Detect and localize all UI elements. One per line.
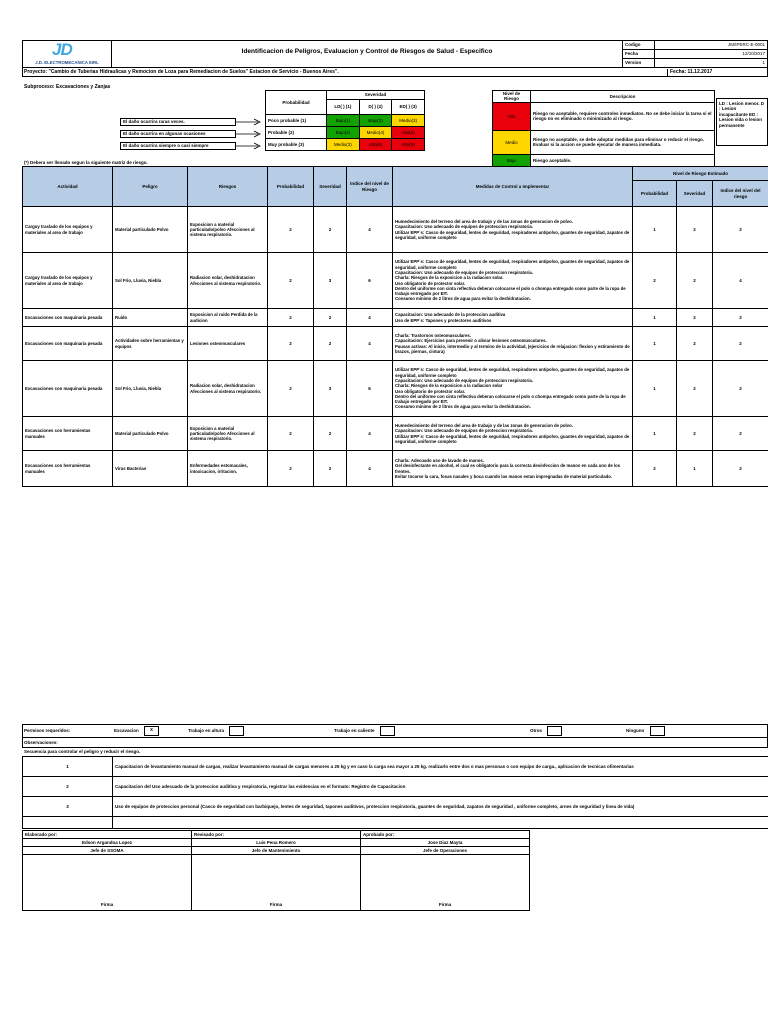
permit-ninguno-label: Ninguno: [626, 728, 645, 734]
permit-excavacion-label: Excavacion: [114, 728, 139, 734]
riesgos-cell: Radiacion solar, deshidratacion Afecciones al sistema respiratorio.: [188, 253, 268, 309]
secuencia-text: Uso de equipos de proteccion personal (Casco de seguridad con barbiquejo, lentes de seguridad, tapones auditivos, proteccion respiratoria, guantes de seguridad, zapatos de seguridad , uniforme completo, arnes de seguridad y linea de vida): [113, 797, 768, 817]
actividad-cell: Excavaciones con herramientas manuales: [23, 417, 113, 451]
permits-label: Permisos requeridos:: [24, 728, 71, 733]
medida-line: Uso obligatorio de protector solar.: [395, 280, 466, 286]
signature-title: Jefe de Operaciones: [361, 847, 530, 855]
medida-line: Consumo minimo de 2 litros de agua para evitar la deshidratacion.: [395, 296, 531, 302]
severity-legend: LD : Lesion menor. D : Lesion incapacitante ED : Lesion vida o lesion permanente: [716, 98, 768, 146]
prob-cell: 2: [268, 309, 314, 327]
actividad-cell: Carguy traslado de los equipos y materiales al area de trabajo: [23, 207, 113, 253]
sev-cell: 2: [314, 327, 347, 361]
medida-line: Capacitacion: Uso adecuado de equipos de proteccion respiratoria.: [395, 377, 534, 383]
risk-matrix-row: [266, 127, 425, 139]
risk-cell-medio: Medio(3): [327, 139, 360, 151]
meta-value: 12/10/2017: [655, 50, 768, 59]
risk-matrix-row: [266, 91, 425, 100]
risk-level-alto: Alto: [493, 102, 531, 130]
actividad-cell: Excavaciones con herramientas manuales: [23, 451, 113, 487]
indice-cell: 4: [347, 451, 393, 487]
meta-label: Codigo: [623, 41, 655, 50]
main-table: [22, 166, 768, 487]
sev-cell: 3: [314, 361, 347, 417]
table-row: [23, 327, 768, 361]
secuencia-row: [23, 817, 768, 829]
secuencia-title: Secuencia para controlar el peligro y reducir el riesgo.: [24, 749, 141, 754]
medidas-cell: [393, 253, 633, 309]
main-table-body: [23, 207, 768, 487]
medida-line: Uso de EPP´s: Tapones y protectores auditivos: [395, 317, 492, 323]
prob-cell: 2: [268, 417, 314, 451]
prob-help-arrows: [236, 116, 266, 152]
meta-value: 1: [655, 59, 768, 68]
document-title: Identificacion de Peligros, Evaluacion y Control de Riesgos de Salud - Especifico: [241, 48, 493, 55]
risk-matrix-row-label: Muy probable (3): [266, 139, 327, 151]
permit-ninguno: [626, 726, 665, 736]
meta-label: Version: [623, 59, 655, 68]
prob-cell: 2: [268, 207, 314, 253]
prob-help-2: El daño ocurrira en algunas ocasiones: [120, 130, 236, 138]
col-peligro: Peligro: [113, 167, 188, 207]
signature-title: Jefe de Mantenimiento: [192, 847, 361, 855]
indice-cell: 4: [347, 327, 393, 361]
col-actividad: Actividad: [23, 167, 113, 207]
res-prob-cell: 1: [633, 207, 677, 253]
signature-name-row: [23, 839, 530, 847]
risk-level-row: [493, 102, 715, 130]
secuencia-empty: [113, 817, 768, 829]
medida-line: Gel desinfectante en alcohol, el cual es obligatorio para la correcta desinfeccion de manos en cada uno de los frentes.: [395, 463, 621, 474]
subproceso-line: Subproceso: Excavaciones y Zanjas: [24, 84, 111, 90]
indice-cell: 4: [347, 309, 393, 327]
risk-matrix-sev-head: Severidad: [327, 91, 425, 100]
permit-altura-checkbox[interactable]: [229, 726, 244, 736]
medida-line: Utilizar EPP´s: Casco de seguridad, lentes de seguridad, respiradores antipolvo, guantes de seguridad, zapatos de seguridad, uniforme completo: [395, 433, 630, 444]
res-ind-cell: 2: [713, 451, 768, 487]
table-row: [23, 207, 768, 253]
signature-firma-row: [23, 855, 530, 911]
medida-line: Charla: Riesgos de la exposicion a la radiacion solar.: [395, 275, 504, 281]
meta-block: [622, 40, 768, 68]
medida-line: Charla: Riesgos de la exposicion a la radiacion solar: [395, 383, 503, 389]
secuencia-row: [23, 757, 768, 777]
medida-line: Pausas activas: Al inicio, intermedio y al termino de la actividad, (ejercicios de relajacion: flexion y estiramiento de brazos, piernas, cintura): [395, 343, 630, 354]
riesgos-cell: Radiacion solar, deshidratacion Afecciones al sistema respiratorio.: [188, 361, 268, 417]
risk-matrix-row: [266, 139, 425, 151]
res-ind-cell: 2: [713, 309, 768, 327]
prob-cell: 2: [268, 253, 314, 309]
sev-cell: 2: [314, 451, 347, 487]
risk-cell-bajo: Bajo(2): [359, 115, 392, 127]
res-prob-cell: 2: [633, 253, 677, 309]
peligro-cell: Material particulado Polvo: [113, 207, 188, 253]
medidas-cell: [393, 327, 633, 361]
medidas-cell: [393, 207, 633, 253]
meta-row: [623, 59, 768, 68]
col-probabilidad: Probabilidad: [268, 167, 314, 207]
actividad-cell: Excavaciones con maquinaria pesada: [23, 361, 113, 417]
risk-matrix-row-label: Probable (2): [266, 127, 327, 139]
col-res-sev: Severidad: [677, 181, 713, 207]
medida-line: Humedecimiento del terreno del area de trabajo y de las zonas de generacion de polvo.: [395, 422, 573, 428]
res-prob-cell: 2: [633, 451, 677, 487]
indice-cell: 6: [347, 361, 393, 417]
signature-firma[interactable]: Firma: [23, 855, 192, 911]
medida-line: Capacitacion: Uso adecuado de equipos de proteccion respiratoria.: [395, 428, 534, 434]
table-row: [23, 253, 768, 309]
risk-matrix-row-label: Poco probable (1): [266, 115, 327, 127]
permit-otros-checkbox[interactable]: [547, 726, 562, 736]
col-res-prob: Probabilidad: [633, 181, 677, 207]
res-ind-cell: 2: [713, 207, 768, 253]
actividad-cell: Carguy traslado de los equipos y materiales al area de trabajo: [23, 253, 113, 309]
table-row: [23, 309, 768, 327]
prob-cell: 2: [268, 361, 314, 417]
company-name: J.D. ELECTROMECANICA EIRL: [35, 60, 99, 65]
risk-cell-medio: Medio(4): [359, 127, 392, 139]
medida-line: Dentro del uniforme con cinta reflectiva deberan colocarse el polo o chompa entregado como parte de la ropa de trabajo entregado por EIT.: [395, 393, 626, 405]
signature-role: Revisado por:: [192, 831, 361, 839]
res-prob-cell: 1: [633, 309, 677, 327]
col-riesgos: Riesgos: [188, 167, 268, 207]
secuencia-num: 2: [23, 777, 113, 797]
sev-cell: 3: [314, 253, 347, 309]
indice-cell: 4: [347, 417, 393, 451]
risk-levels-table: [492, 90, 715, 168]
res-ind-cell: 2: [713, 361, 768, 417]
risk-level-row: [493, 130, 715, 154]
medida-line: Dentro del uniforme con cinta reflectiva deberan colocarse el polo o chompa entregado como parte de la ropa de trabajo entregado por EIT.: [395, 285, 626, 297]
observaciones-bar: [22, 738, 768, 748]
signature-firma[interactable]: Firma: [192, 855, 361, 911]
res-sev-cell: 2: [677, 207, 713, 253]
signature-role: Aprobado por:: [361, 831, 530, 839]
sev-cell: 2: [314, 309, 347, 327]
matrix-note: (*) Debera ser llenado segun la siguiente matriz de riesgo.: [24, 160, 148, 165]
risk-cell-bajo: Bajo(1): [327, 115, 360, 127]
peligro-cell: Actividades sobre herramientas y equipos: [113, 327, 188, 361]
medida-line: Charla: Trastornos osteomusculares.: [395, 332, 471, 338]
signature-title: Jefe de SSOMA: [23, 847, 192, 855]
signature-role: Elaborado por:: [23, 831, 192, 839]
indice-cell: 6: [347, 253, 393, 309]
peligro-cell: Sol Frio, Lluvia, Niebla: [113, 361, 188, 417]
res-prob-cell: 1: [633, 361, 677, 417]
risk-levels-h2: Descripcion: [531, 91, 715, 103]
sev-cell: 2: [314, 417, 347, 451]
secuencia-text: Capacitacion del Uso adecuado de la proteccion auditiva y respiratoria, registrar las evidencias en el formato: Registro de Capacitacion: [113, 777, 768, 797]
fecha-line: Fecha: 11.12.2017: [667, 69, 767, 77]
meta-row: [623, 50, 768, 59]
table-row: [23, 361, 768, 417]
risk-cell-alto: Alto(6): [359, 139, 392, 151]
res-sev-cell: 2: [677, 309, 713, 327]
permit-otros-label: Otros: [530, 728, 543, 734]
medida-line: Capacitacion: Ejercicios para prevenir o aliviar lesiones osteomusculares.: [395, 338, 547, 344]
risk-matrix-col: ED( ) (3): [392, 100, 425, 115]
riesgos-cell: Exposicion al ruido Perdida de la audicion: [188, 309, 268, 327]
col-res-ind: Indice del nivel del riesgo: [713, 181, 768, 207]
permit-caliente-checkbox[interactable]: [380, 726, 395, 736]
medida-line: Evitar tocarse la cara, fosas nasales y boca cuando las manos estan impregnadas de material particulado.: [395, 473, 613, 479]
prob-help-3: El daño ocurrira siempre o casi siempre: [120, 142, 236, 150]
peligro-cell: Sol Frio, Lluvia, Niebla: [113, 253, 188, 309]
actividad-cell: Excavaciones con maquinaria pesada: [23, 327, 113, 361]
permit-otros: [530, 726, 562, 736]
meta-value: JM/IPERC-E-0001: [655, 41, 768, 50]
res-ind-cell: 4: [713, 253, 768, 309]
riesgos-cell: Lesiones osteomusculares: [188, 327, 268, 361]
risk-levels-h1: Nivel de Riesgo: [493, 91, 531, 103]
table-row: [23, 417, 768, 451]
secuencia-text: Capacitacion de levantamiento manual de cargas, realizar levantamiento manual de cargas menores a 25 kg y en caso la carga sea mayor a 25 kg. realizarlo entre dos o mas personas o con equipo de carga., aplicacion de tecnicas ofimentarias: [113, 757, 768, 777]
medidas-cell: [393, 417, 633, 451]
main-table-header-row: [23, 167, 768, 181]
permit-excavacion-checkbox[interactable]: x: [144, 726, 159, 736]
company-logo: [22, 40, 112, 68]
medidas-cell: [393, 451, 633, 487]
project-line: Proyecto: "Cambio de Tuberias Hidraulicas y Remocion de Loza para Remediacion de Suelos" Estacion de Servicio - Buenos Aires".: [24, 69, 339, 75]
secuencia-table: [22, 756, 768, 829]
meta-row: [623, 41, 768, 50]
medida-line: Utilizar EPP´s: Casco de seguridad, lentes de seguridad, respiradores antipolvo, guantes de seguridad, zapatos de seguridad, uniforme completo: [395, 229, 630, 240]
col-medidas: Medidas de Control a Implementar: [393, 167, 633, 207]
res-sev-cell: 2: [677, 417, 713, 451]
col-severidad: Severidad: [314, 167, 347, 207]
risk-levels-header: [493, 91, 715, 103]
indice-cell: 4: [347, 207, 393, 253]
prob-cell: 2: [268, 327, 314, 361]
risk-matrix-col: D( ) (2): [359, 100, 392, 115]
table-row: [23, 451, 768, 487]
signatures-table: [22, 830, 530, 911]
medida-line: Capacitacion: Uso adecuado de equipos de proteccion respiratoria.: [395, 269, 534, 275]
medida-line: Uso obligatorio de protector solar.: [395, 388, 466, 394]
riesgos-cell: Enfermedades estomacales, intoxicacion, irritacion.: [188, 451, 268, 487]
medida-line: Consumo minimo de 2 litros de agua para evitar la deshidratacion.: [395, 404, 531, 410]
secuencia-num: 3: [23, 797, 113, 817]
logo-mark: JD: [52, 40, 72, 59]
signature-name: Edson Argandoa Lopez: [23, 839, 192, 847]
risk-cell-alto: Alto(9): [392, 139, 425, 151]
riesgos-cell: Exposicion a material particulado/polvo Afecciones al sistema respiratorio.: [188, 207, 268, 253]
prob-help-1: El daño ocurrira raras veces.: [120, 118, 236, 126]
res-ind-cell: 2: [713, 327, 768, 361]
res-sev-cell: 2: [677, 361, 713, 417]
res-prob-cell: 1: [633, 417, 677, 451]
permit-altura: [188, 726, 244, 736]
risk-level-bajo: Bajo: [493, 154, 531, 167]
risk-matrix-row: [266, 115, 425, 127]
risk-matrix-col: LD( ) (1): [327, 100, 360, 115]
peligro-cell: Ruido: [113, 309, 188, 327]
risk-cell-bajo: Bajo(2): [327, 127, 360, 139]
secuencia-row: [23, 777, 768, 797]
residual-title: Nivel de Riesgo Estimado: [633, 167, 768, 181]
medidas-cell: [393, 361, 633, 417]
medida-line: Capacitacion: Uso adecuado de equipos de proteccion respiratoria.: [395, 224, 534, 230]
signature-name: Jose Diaz Mayta: [361, 839, 530, 847]
risk-cell-alto: Alto(6): [392, 127, 425, 139]
res-sev-cell: 2: [677, 327, 713, 361]
actividad-cell: Excavaciones con maquinaria pesada: [23, 309, 113, 327]
observaciones-label: Observaciones:: [24, 740, 58, 745]
secuencia-empty: [23, 817, 113, 829]
medida-line: Humedecimiento del terreno del area de trabajo y de las zonas de generacion de polvo.: [395, 218, 573, 224]
peligro-cell: Material particulado Polvo: [113, 417, 188, 451]
col-indice: Indice del nivel de Riesgo: [347, 167, 393, 207]
riesgos-cell: Exposicion a material particulado/polvo Afecciones al sistema respiratorio.: [188, 417, 268, 451]
prob-cell: 2: [268, 451, 314, 487]
signature-role-row: [23, 831, 530, 839]
sev-cell: 2: [314, 207, 347, 253]
secuencia-num: 1: [23, 757, 113, 777]
signature-title-row: [23, 847, 530, 855]
res-sev-cell: 2: [677, 253, 713, 309]
secuencia-row: [23, 797, 768, 817]
medida-line: Utilizar EPP´s: Casco de seguridad, lentes de seguridad, respiradores antipolvo, guantes de seguridad, zapatos de seguridad, uniforme completo: [395, 259, 630, 270]
meta-label: Fecha: [623, 50, 655, 59]
res-sev-cell: 1: [677, 451, 713, 487]
medida-line: Charla: Adecuado uso de lavado de manos.: [395, 457, 484, 463]
risk-level-medio: Medio: [493, 130, 531, 154]
permit-excavacion: [114, 726, 159, 736]
risk-matrix-prob-head: Probabilidad: [266, 91, 327, 115]
risk-cell-medio: Medio(3): [392, 115, 425, 127]
res-prob-cell: 1: [633, 327, 677, 361]
risk-level-desc: Riesgo no aceptable, requiere controles inmediatos. No se debe iniciar la tarea si el riesgo no es eliminado o minimizado al riesgo.: [531, 102, 715, 130]
risk-level-desc: Riesgo no aceptable, se debe adoptar medidas para eliminar o reducir el riesgo. Evaluar si la accion se puede ejecutar de manera inmediata.: [531, 130, 715, 154]
res-ind-cell: 2: [713, 417, 768, 451]
medidas-cell: [393, 309, 633, 327]
medida-line: Capacitacion: Uso adecuado de la proteccion auditiva: [395, 312, 506, 318]
permit-caliente-label: Trabajo en caliente: [334, 728, 375, 734]
signature-firma[interactable]: Firma: [361, 855, 530, 911]
meta-table: [622, 40, 768, 68]
permit-caliente: [334, 726, 395, 736]
risk-level-desc: Riesgo aceptable.: [531, 154, 715, 167]
peligro-cell: Virus Bacterias: [113, 451, 188, 487]
signature-name: Luis Pena Romero: [192, 839, 361, 847]
permit-altura-label: Trabajo en altura: [188, 728, 225, 734]
permit-ninguno-checkbox[interactable]: [650, 726, 665, 736]
risk-matrix: [265, 90, 425, 151]
medida-line: Utilizar EPP´s: Casco de seguridad, lentes de seguridad, respiradores antipolvo, guantes de seguridad, zapatos de seguridad, uniforme completo: [395, 367, 630, 378]
